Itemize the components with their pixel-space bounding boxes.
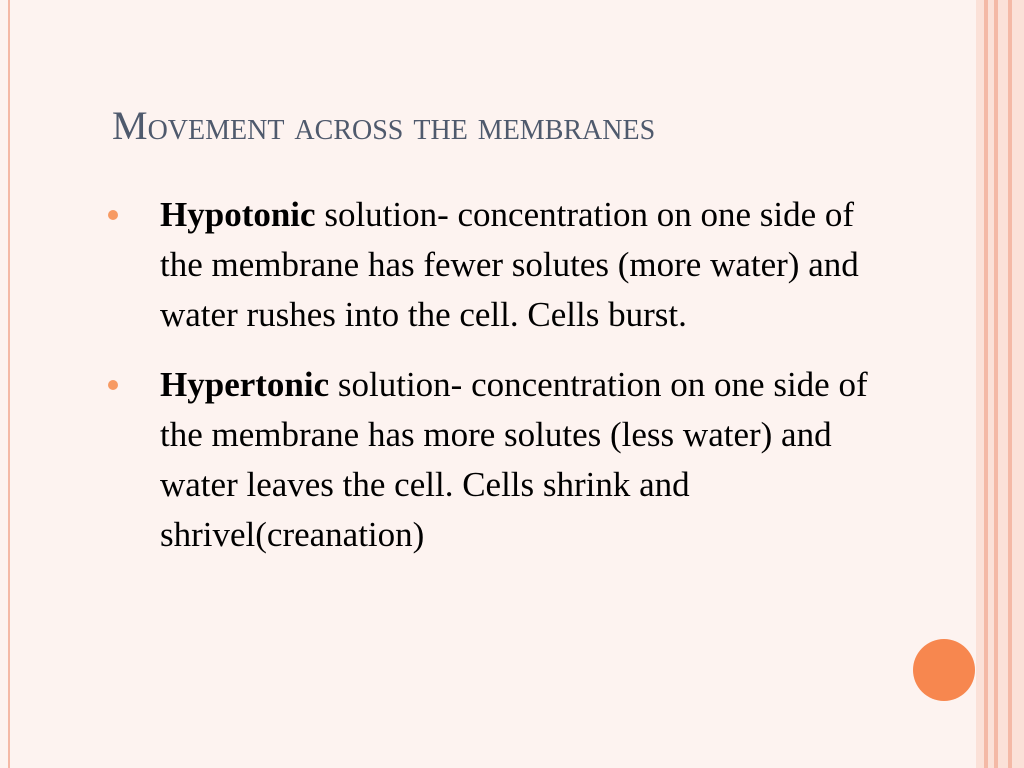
bullet-text: solution- concentration on one side of the membrane has fewer solutes (more water) and water rushes into the cell. Cells burst.: [160, 195, 859, 334]
bullet-text: solution- concentration on one side of the membrane has more solutes (less water) and water leaves the cell. Cells shrink and shrivel(creanation): [160, 365, 868, 554]
left-border-line: [8, 0, 10, 768]
stripe: [998, 0, 1008, 768]
bullet-term: Hypotonic: [160, 195, 316, 234]
bullet-list: [100, 190, 890, 580]
bullet-term: Hypertonic: [160, 365, 330, 404]
stripe: [1012, 0, 1024, 768]
slide-title: Movement across the membranes: [112, 103, 656, 148]
decorative-circle: [913, 639, 975, 701]
bullet-item-hypotonic: [100, 190, 890, 340]
bullet-dot-icon: [108, 210, 118, 220]
stripe: [976, 0, 984, 768]
decorative-stripes: [976, 0, 1024, 768]
bullet-item-hypertonic: [100, 360, 890, 560]
bullet-dot-icon: [108, 380, 118, 390]
